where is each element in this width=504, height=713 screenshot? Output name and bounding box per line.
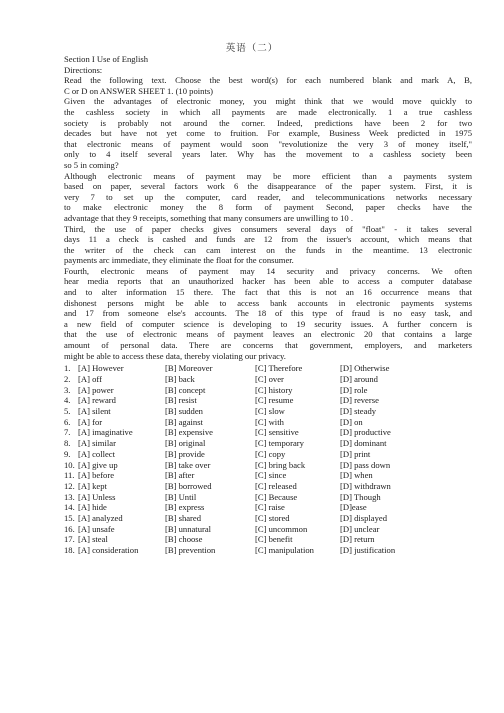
option-row: [64, 470, 472, 481]
directions-label: Directions:: [64, 64, 103, 75]
option-b: [B] resist: [165, 395, 197, 406]
option-b: [B] shared: [165, 513, 202, 524]
option-a: [A] give up: [78, 459, 118, 470]
option-c: [C] Because: [255, 491, 298, 502]
option-c: [C] stored: [255, 513, 290, 524]
option-a: [A] silent: [78, 406, 111, 417]
option-c: [C] released: [255, 480, 297, 491]
option-d: [D] pass down: [340, 459, 391, 470]
option-d: [D] role: [340, 384, 368, 395]
option-c: [C] temporary: [255, 438, 304, 449]
question-number: 17.: [64, 534, 75, 545]
passage-line: days 11 a check is cashed and funds are 12 from the issuer's account, which means that: [64, 234, 472, 245]
option-row: [64, 492, 472, 503]
option-a: [A] power: [78, 384, 114, 395]
passage-line: to make electronic money the 8 form of payment Second, paper checks have the: [64, 202, 472, 213]
passage-line: the writer of the check can cam interest on the funds in the meantime. 13 electronic: [64, 244, 472, 255]
passage-line: Third, the use of paper checks gives consumers several days of "float" - it takes several: [64, 223, 472, 234]
passage-line: that electronic means of payment would soon "revolutionize the very 3 of money itself,": [64, 138, 472, 149]
option-d: [D] steady: [340, 406, 377, 417]
option-a: [A] However: [78, 363, 124, 374]
question-number: 3.: [64, 384, 71, 395]
option-c: [C] copy: [255, 448, 286, 459]
passage-line: a new field of computer science is developing to 19 security issues. A further concern is: [64, 318, 472, 329]
option-row: [64, 460, 472, 471]
question-number: 1.: [64, 363, 71, 374]
option-row: [64, 374, 472, 385]
option-row: [64, 481, 472, 492]
option-a: [A] imaginative: [78, 427, 133, 438]
option-b: [B] prevention: [165, 545, 216, 556]
option-a: [A] off: [78, 373, 102, 384]
passage-line: the cashless society in which all payments are made electronically. 1 a true cashless: [64, 106, 472, 117]
question-number: 11.: [64, 470, 75, 481]
page-title: 英语（二）: [225, 43, 279, 54]
answer-options: [64, 363, 472, 556]
option-d: [D] dominant: [340, 438, 387, 449]
option-d: [D] reverse: [340, 395, 379, 406]
option-b: [B] choose: [165, 534, 203, 545]
option-b: [B] unnatural: [165, 523, 212, 534]
option-row: [64, 513, 472, 524]
question-number: 18.: [64, 545, 75, 556]
option-row: [64, 502, 472, 513]
option-row: [64, 385, 472, 396]
option-c: [C] over: [255, 373, 284, 384]
option-a: [A] collect: [78, 448, 115, 459]
option-c: [C] slow: [255, 406, 285, 417]
question-number: 12.: [64, 480, 75, 491]
option-row: [64, 427, 472, 438]
option-c: [C] sensitive: [255, 427, 299, 438]
passage-line: decades but have not yet come to fruition. For example, Business Week predicted in 1975: [64, 128, 472, 139]
option-a: [A] unsafe: [78, 523, 115, 534]
passage-line: and 17 from someone else's accounts. The 18 of this type of fraud is no easy task, and: [64, 308, 472, 319]
option-row: [64, 449, 472, 460]
option-b: [B] back: [165, 373, 195, 384]
passage-line: C or D on ANSWER SHEET 1. (10 points): [64, 85, 214, 96]
question-number: 4.: [64, 395, 71, 406]
question-number: 10.: [64, 459, 75, 470]
passage-line: dishonest persons might be able to access bank accounts in electronic payments systems: [64, 297, 472, 308]
passage-line: and to alter information 15 there. The fact that this is not an 16 occurrence means that: [64, 287, 472, 298]
option-a: [A] reward: [78, 395, 116, 406]
option-a: [A] before: [78, 470, 115, 481]
option-b: [B] express: [165, 502, 205, 513]
passage-line: Read the following text. Choose the best word(s) for each numbered blank and mark A, B,: [64, 75, 472, 86]
option-b: [B] expensive: [165, 427, 213, 438]
option-b: [B] sudden: [165, 406, 203, 417]
passage-line: advantage that they 9 receipts, something that many consumers are unwilling to 10 .: [64, 212, 354, 223]
option-a: [A] analyzed: [78, 513, 123, 524]
option-d: [D] around: [340, 373, 378, 384]
question-number: 13.: [64, 491, 75, 502]
option-row: [64, 545, 472, 556]
option-d: [D] unclear: [340, 523, 380, 534]
option-d: [D] print: [340, 448, 371, 459]
option-c: [C] raise: [255, 502, 285, 513]
option-c: [C] uncommon: [255, 523, 308, 534]
passage-line: amount of personal data. There are concerns that government, employers, and marketers: [64, 340, 472, 351]
option-d: [D] when: [340, 470, 373, 481]
passage-line: so 5 in coming?: [64, 159, 119, 170]
question-number: 7.: [64, 427, 71, 438]
passage-line: Although electronic means of payment may be more efficient than a payments system: [64, 170, 472, 181]
option-a: [A] Unless: [78, 491, 116, 502]
option-b: [B] provide: [165, 448, 205, 459]
option-a: [A] kept: [78, 480, 107, 491]
passage-line: payments arc immediate, they eliminate the float for the consumer.: [64, 255, 294, 266]
option-a: [A] steal: [78, 534, 108, 545]
option-d: [D] justification: [340, 545, 396, 556]
question-number: 6.: [64, 416, 71, 427]
option-row: [64, 406, 472, 417]
option-b: [B] original: [165, 438, 206, 449]
option-b: [B] against: [165, 416, 203, 427]
option-d: [D] on: [340, 416, 363, 427]
option-b: [B] borrowed: [165, 480, 212, 491]
option-a: [A] similar: [78, 438, 116, 449]
option-c: [C] since: [255, 470, 287, 481]
option-c: [C] benefit: [255, 534, 293, 545]
passage-line: only to 4 itself several years later. Why has the movement to a cashless society been: [64, 149, 472, 160]
option-d: [D] Otherwise: [340, 363, 390, 374]
option-b: [B] Moreover: [165, 363, 213, 374]
option-d: [D] Though: [340, 491, 381, 502]
passage-line: based on paper, several factors work 6 the disappearance of the paper system. First, it is: [64, 181, 472, 192]
question-number: 15.: [64, 513, 75, 524]
passage-line: that the use of electronic means of payment leaves an electronic 20 that contains a large: [64, 329, 472, 340]
option-b: [B] Until: [165, 491, 197, 502]
option-b: [B] after: [165, 470, 195, 481]
passage-line: very 7 to set up the computer, card reader, and telecommunications networks necessary: [64, 191, 472, 202]
option-c: [C] with: [255, 416, 284, 427]
question-number: 8.: [64, 438, 71, 449]
option-d: [D] displayed: [340, 513, 388, 524]
option-row: [64, 524, 472, 535]
option-c: [C] resume: [255, 395, 294, 406]
question-number: 14.: [64, 502, 75, 513]
option-c: [C] history: [255, 384, 293, 395]
option-d: [D] withdrawn: [340, 480, 391, 491]
option-d: [D]ease: [340, 502, 367, 513]
passage-line: Fourth, electronic means of payment may 14 security and privacy concerns. We often: [64, 265, 472, 276]
option-d: [D] productive: [340, 427, 391, 438]
question-number: 16.: [64, 523, 75, 534]
exam-content: [64, 54, 472, 556]
option-b: [B] concept: [165, 384, 206, 395]
option-row: [64, 534, 472, 545]
passage-line: might be able to access these data, thereby violating our privacy.: [64, 350, 286, 361]
option-b: [B] take over: [165, 459, 211, 470]
passage-text: [64, 75, 472, 361]
section-heading: Section I Use of English: [64, 54, 149, 64]
option-row: [64, 438, 472, 449]
option-c: [C] bring back: [255, 459, 306, 470]
option-a: [A] hide: [78, 502, 107, 513]
question-number: 5.: [64, 406, 71, 417]
option-c: [C] Therefore: [255, 363, 303, 374]
option-d: [D] return: [340, 534, 375, 545]
option-c: [C] manipulation: [255, 545, 314, 556]
passage-line: hear media reports that an unauthorized hacker has been able to access a computer database: [64, 276, 472, 287]
option-row: [64, 395, 472, 406]
option-a: [A] for: [78, 416, 103, 427]
option-a: [A] consideration: [78, 545, 139, 556]
passage-line: society is probably not around the corner. Indeed, predictions have been 2 for two: [64, 117, 472, 128]
passage-line: Given the advantages of electronic money, you might think that we would move quickly to: [64, 96, 472, 107]
option-row: [64, 363, 472, 374]
question-number: 2.: [64, 373, 71, 384]
option-row: [64, 417, 472, 428]
question-number: 9.: [64, 448, 71, 459]
